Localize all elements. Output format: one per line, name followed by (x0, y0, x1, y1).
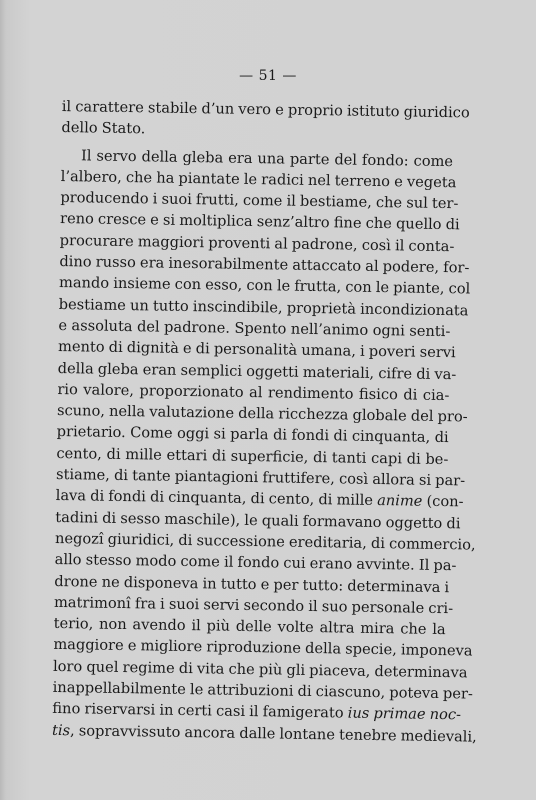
text-line: matrimonî fra i suoi servi secondo il suo personale cri- (53, 593, 454, 618)
body-text (51, 96, 477, 747)
text-line: tadini di sesso maschile), le quali formavano oggetto di (55, 508, 461, 532)
text-line: mento di dignità e di personalità umana, i poveri servi (57, 338, 456, 362)
paragraph-first-line: Il servo della gleba era una parte del fondo: come (80, 146, 454, 170)
text-line: stiame, di tante piantagioni fruttifere, così allora si par- (55, 466, 466, 490)
text-line: e assoluta del padrone. Spento nell’animo ogni senti- (58, 316, 451, 341)
text-line: drone ne disponeva in tutto e per tutto: determinava i (54, 572, 450, 596)
text-line: producendo i suoi frutti, come il bestiame, che sul ter- (60, 189, 459, 213)
text-line: reno cresce e si moltiplica senz’altro fine che quello di (59, 210, 460, 234)
text-line: prietario. Come oggi si parla di fondi di cinquanta, di (56, 423, 449, 447)
text-line: maggiore e migliore riproduzione della specie, imponeva (53, 636, 473, 660)
text-line: dino russo era inesorabilmente attaccato al podere, for- (59, 253, 470, 277)
text-line: l’albero, che ha piantate le radici nel terreno e vegeta (60, 167, 457, 192)
text-line: allo stesso modo come il fondo cui erano avvinte. Il pa- (54, 551, 457, 575)
page-number: — 51 — (239, 68, 297, 84)
text-line: procurare maggiori proventi al padrone, così il conta- (59, 231, 455, 255)
text-line: dello Stato. (61, 119, 146, 138)
text-line: inappellabilmente le attribuzioni di ciascuno, poteva per- (52, 678, 474, 703)
text-line: rio valore, proporzionato al rendimento fisico di cia- (57, 380, 450, 404)
text-line: loro quel regime di vita che più gli piaceva, determinava (52, 657, 468, 682)
text-line: tis, sopravvissuto ancora dalle lontane tenebre medievali, (51, 721, 477, 746)
text-line: negozî giuridici, di successione ereditaria, di commercio, (54, 529, 476, 554)
text-line: terio, non avendo il più delle volte altra mira che la (53, 615, 446, 639)
text-line: bestiame un tutto inscindibile, proprietà incondizionata (58, 295, 469, 320)
text-line: fino riservarsi in certi casi il famigerato ius primae noc- (52, 700, 462, 724)
text-line: il carattere stabile d’un vero e proprio istituto giuridico (61, 97, 470, 122)
text-line: mando insieme con esso, con le frutta, con le piante, col (58, 274, 471, 298)
text-line: della gleba eran semplici oggetti materiali, cifre di va- (57, 359, 457, 383)
text-line: scuno, nella valutazione della ricchezza globale del pro- (56, 402, 468, 426)
text-line: cento, di mille ettari di superficie, di tanti capi di be- (56, 444, 449, 468)
text-line: lava di fondi di cinquanta, di cento, di mille anime (con- (55, 487, 464, 511)
